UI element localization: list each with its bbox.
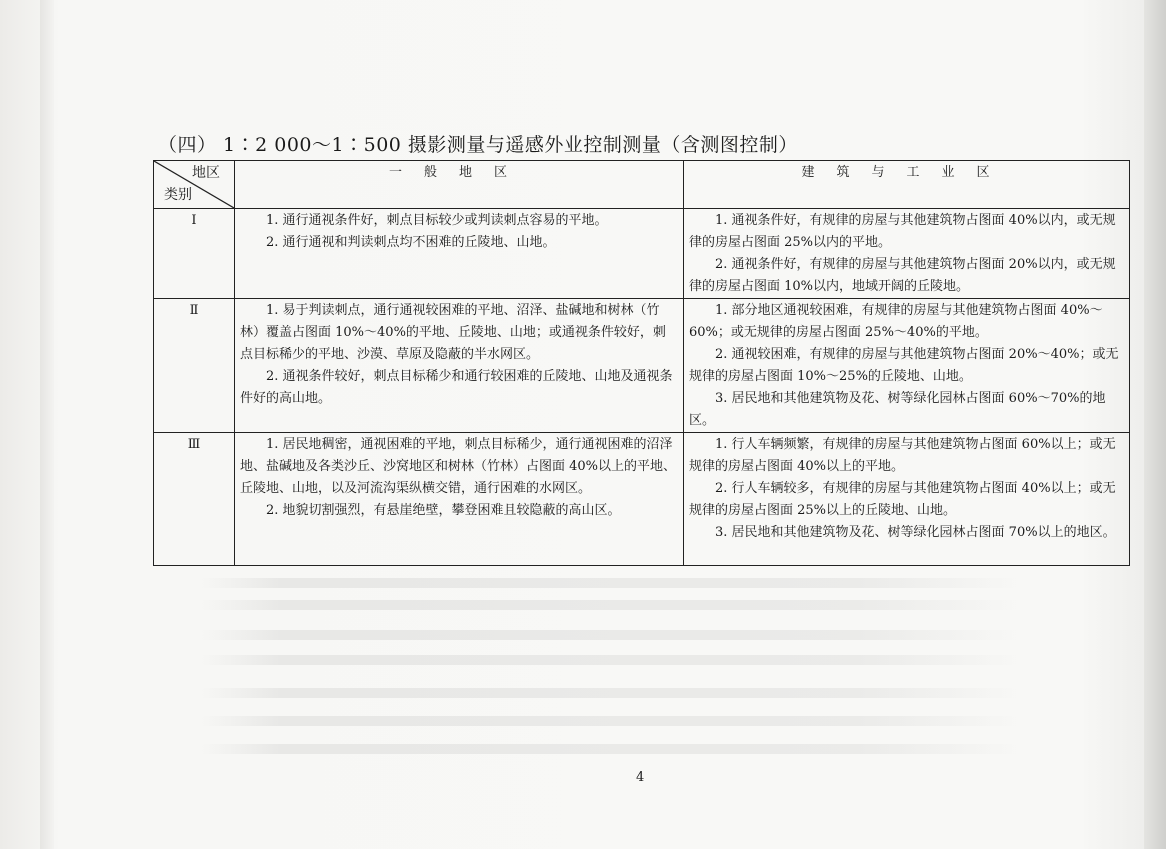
table-row	[154, 299, 1130, 433]
general-cell	[235, 433, 684, 566]
bleed-through-line	[200, 655, 1020, 665]
general-cell	[235, 209, 684, 299]
bleed-through-line	[200, 600, 1020, 610]
category-cell: Ⅲ	[154, 433, 235, 566]
corner-label-category: 类别	[164, 187, 192, 203]
header-urban-industrial: 建筑与工业区	[684, 161, 1130, 209]
category-cell: Ⅰ	[154, 209, 235, 299]
urban-cell	[684, 433, 1130, 566]
bleed-through-line	[200, 744, 1020, 754]
bleed-through-line	[200, 578, 1020, 588]
criteria-item: 1. 易于判读刺点，通行通视较困难的平地、沼泽、盐碱地和树林（竹林）覆盖占图面 10%～40%的平地、丘陵地、山地；或通视条件较好，刺点目标稀少的平地、沙漠、草原及隐蔽的半水网区。	[240, 303, 666, 362]
classification-table	[153, 160, 1130, 566]
table-corner-cell	[154, 161, 235, 209]
page-edge-left	[40, 0, 54, 849]
table-row	[154, 209, 1130, 299]
bleed-through-line	[200, 630, 1020, 640]
criteria-item: 1. 通行通视条件好，刺点目标较少或判读刺点容易的平地。	[266, 213, 608, 228]
criteria-item: 3. 居民地和其他建筑物及花、树等绿化园林占图面 60%～70%的地区。	[689, 391, 1106, 428]
urban-cell	[684, 299, 1130, 433]
criteria-item: 2. 通视条件较好，刺点目标稀少和通行较困难的丘陵地、山地及通视条件好的高山地。	[240, 369, 673, 406]
criteria-item: 2. 通视条件好，有规律的房屋与其他建筑物占图面 20%以内，或无规律的房屋占图面 10%以内，地域开阔的丘陵地。	[689, 257, 1116, 294]
bleed-through-line	[200, 688, 1020, 698]
corner-label-region: 地区	[192, 165, 220, 181]
page-number: 4	[636, 770, 645, 785]
bleed-through-line	[200, 716, 1020, 726]
criteria-item: 1. 居民地稠密，通视困难的平地，刺点目标稀少，通行通视困难的沼泽地、盐碱地及各类沙丘、沙窝地区和树林（竹林）占图面 40%以上的平地、丘陵地、山地，以及河流沟渠纵横交错，通行困难的水网区。	[240, 437, 677, 496]
criteria-item: 2. 行人车辆较多，有规律的房屋与其他建筑物占图面 40%以上；或无规律的房屋占图面 25%以上的丘陵地、山地。	[689, 481, 1116, 518]
criteria-item: 2. 通行通视和判读刺点均不困难的丘陵地、山地。	[266, 235, 556, 250]
criteria-item: 1. 行人车辆频繁，有规律的房屋与其他建筑物占图面 60%以上；或无规律的房屋占图面 40%以上的平地。	[689, 437, 1116, 474]
header-general-area: 一般地区	[235, 161, 684, 209]
criteria-item: 1. 部分地区通视较困难，有规律的房屋与其他建筑物占图面 40%～60%；或无规律的房屋占图面 25%～40%的平地。	[689, 303, 1103, 340]
criteria-item: 2. 通视较困难，有规律的房屋与其他建筑物占图面 20%～40%；或无规律的房屋占图面 10%～25%的丘陵地、山地。	[689, 347, 1119, 384]
page-edge-right	[1144, 0, 1166, 849]
general-cell	[235, 299, 684, 433]
urban-cell	[684, 209, 1130, 299]
table-header-row	[154, 161, 1130, 209]
table-row	[154, 433, 1130, 566]
category-cell: Ⅱ	[154, 299, 235, 433]
criteria-item: 1. 通视条件好，有规律的房屋与其他建筑物占图面 40%以内，或无规律的房屋占图面 25%以内的平地。	[689, 213, 1116, 250]
criteria-item: 2. 地貌切割强烈，有悬崖绝壁，攀登困难且较隐蔽的高山区。	[266, 503, 621, 518]
criteria-item: 3. 居民地和其他建筑物及花、树等绿化园林占图面 70%以上的地区。	[715, 525, 1116, 540]
section-title: （四） 1∶2 000～1∶500 摄影测量与遥感外业控制测量（含测图控制）	[158, 134, 798, 156]
